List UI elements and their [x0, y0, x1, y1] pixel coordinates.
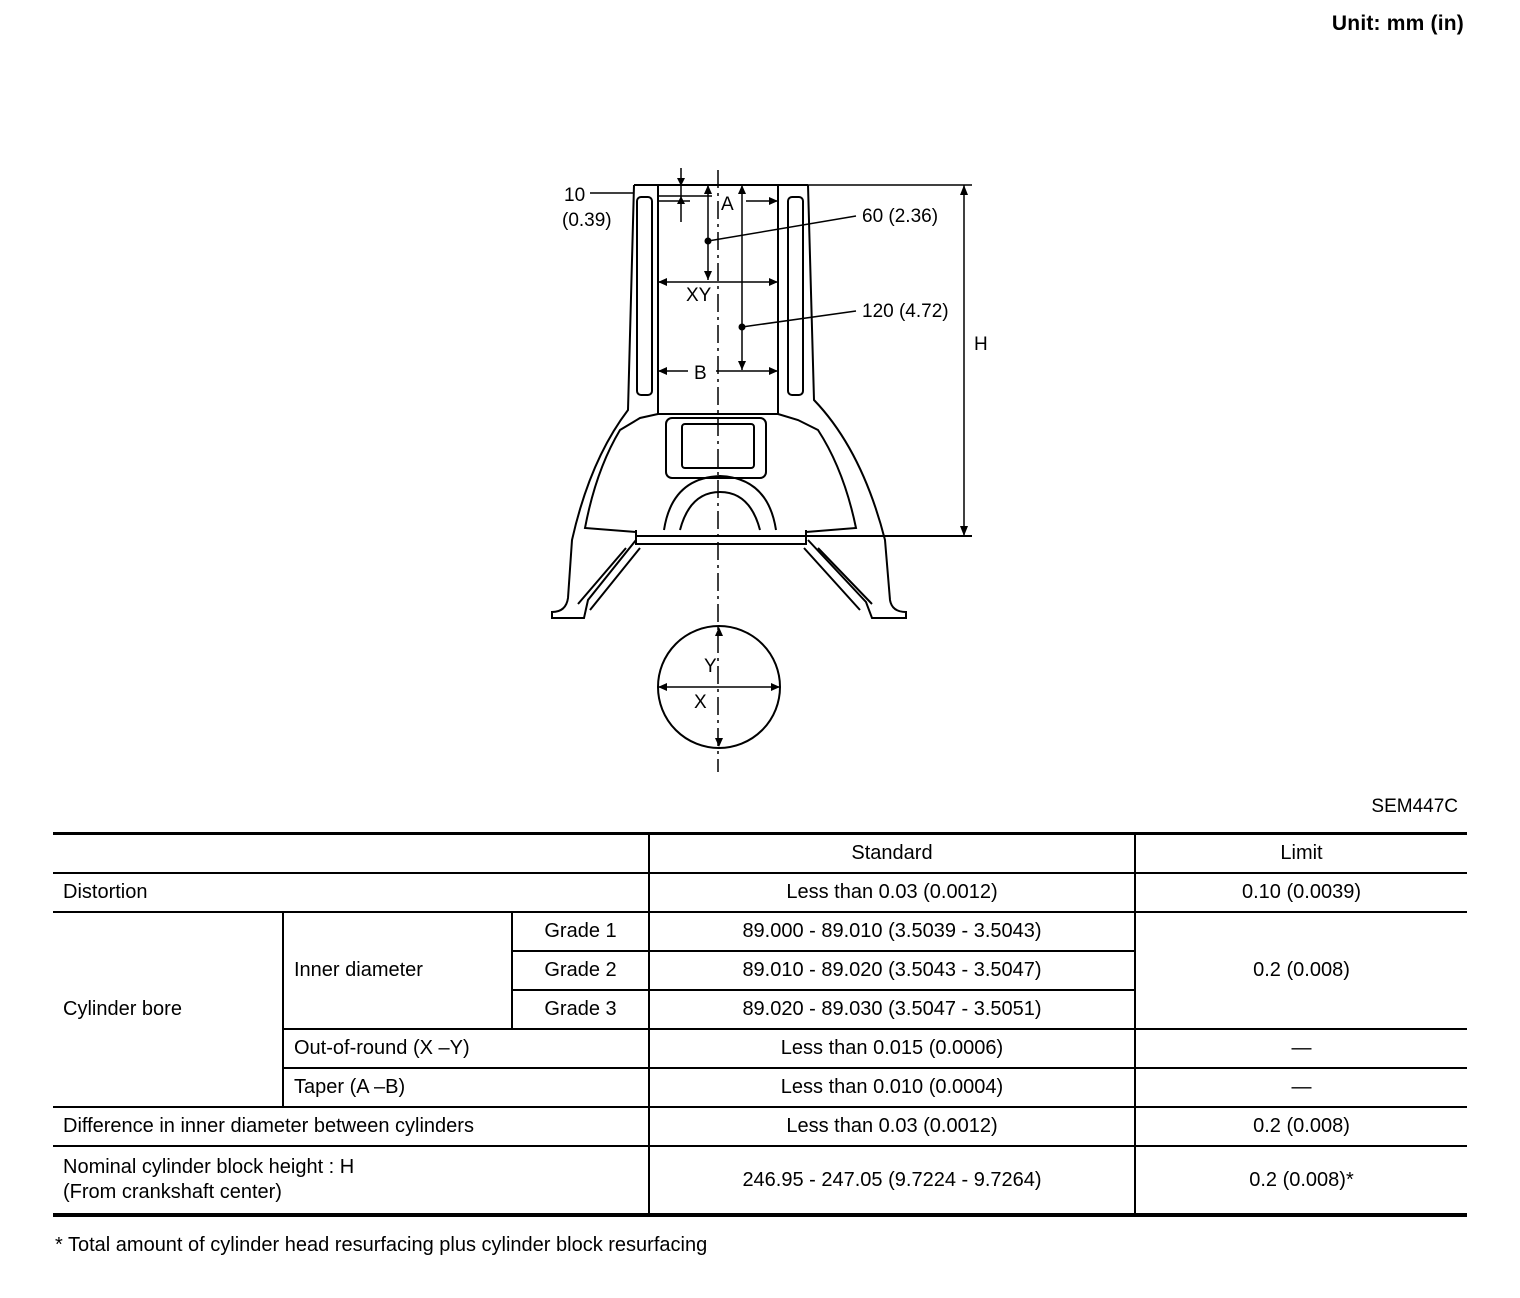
block-outline [552, 185, 972, 618]
difference-label: Difference in inner diameter between cylinders [53, 1107, 649, 1146]
table-row [53, 912, 1467, 951]
top-offset-inch: (0.39) [562, 210, 612, 231]
block-height-standard: 246.95 - 247.05 (9.7224 - 9.7264) [649, 1146, 1135, 1215]
circle-y-label: Y [704, 656, 717, 677]
bore-cross-section [658, 626, 780, 748]
table-row [53, 1146, 1467, 1215]
point-b-label: B [694, 363, 707, 384]
grade-1-label: Grade 1 [512, 912, 649, 951]
difference-limit: 0.2 (0.008) [1135, 1107, 1467, 1146]
inner-diameter-limit: 0.2 (0.008) [1135, 912, 1467, 1029]
table-row [53, 873, 1467, 912]
height-label: H [974, 334, 988, 355]
grade-1-standard: 89.000 - 89.010 (3.5039 - 3.5043) [649, 912, 1135, 951]
grade-3-label: Grade 3 [512, 990, 649, 1029]
block-height-label-line2: (From crankshaft center) [63, 1181, 282, 1203]
block-height-limit: 0.2 (0.008)* [1135, 1146, 1467, 1215]
point-a-label: A [721, 194, 734, 215]
circle-x-label: X [694, 692, 707, 713]
out-of-round-limit: — [1135, 1029, 1467, 1068]
inner-diameter-label: Inner diameter [283, 912, 512, 1029]
block-height-label-line1: Nominal cylinder block height : H [63, 1156, 355, 1178]
taper-standard: Less than 0.010 (0.0004) [649, 1068, 1135, 1107]
block-height-label [53, 1146, 649, 1215]
top-offset-value: 10 [564, 185, 586, 206]
header-standard: Standard [649, 834, 1135, 874]
table-header-row [53, 834, 1467, 874]
out-of-round-label: Out-of-round (X –Y) [283, 1029, 649, 1068]
height-dimension [808, 185, 972, 536]
cylinder-bore-label: Cylinder bore [53, 912, 283, 1107]
distortion-label: Distortion [53, 873, 649, 912]
grade-3-standard: 89.020 - 89.030 (3.5047 - 3.5051) [649, 990, 1135, 1029]
taper-label: Taper (A –B) [283, 1068, 649, 1107]
out-of-round-standard: Less than 0.015 (0.0006) [649, 1029, 1135, 1068]
depth-b-label: 120 (4.72) [862, 301, 949, 322]
depth-dimensions [658, 185, 856, 375]
distortion-limit: 0.10 (0.0039) [1135, 873, 1467, 912]
difference-standard: Less than 0.03 (0.0012) [649, 1107, 1135, 1146]
cylinder-block-spec-table [53, 832, 1467, 1217]
taper-limit: — [1135, 1068, 1467, 1107]
depth-a-label: 60 (2.36) [862, 206, 939, 227]
footnote: * Total amount of cylinder head resurfacing plus cylinder block resurfacing [55, 1234, 708, 1256]
header-blank-cell [53, 834, 649, 874]
grade-2-standard: 89.010 - 89.020 (3.5043 - 3.5047) [649, 951, 1135, 990]
xy-label: XY [686, 285, 712, 306]
header-limit: Limit [1135, 834, 1467, 874]
distortion-standard: Less than 0.03 (0.0012) [649, 873, 1135, 912]
table-row [53, 1107, 1467, 1146]
figure-code: SEM447C [1371, 796, 1458, 817]
unit-label: Unit: mm (in) [1331, 12, 1464, 35]
grade-2-label: Grade 2 [512, 951, 649, 990]
